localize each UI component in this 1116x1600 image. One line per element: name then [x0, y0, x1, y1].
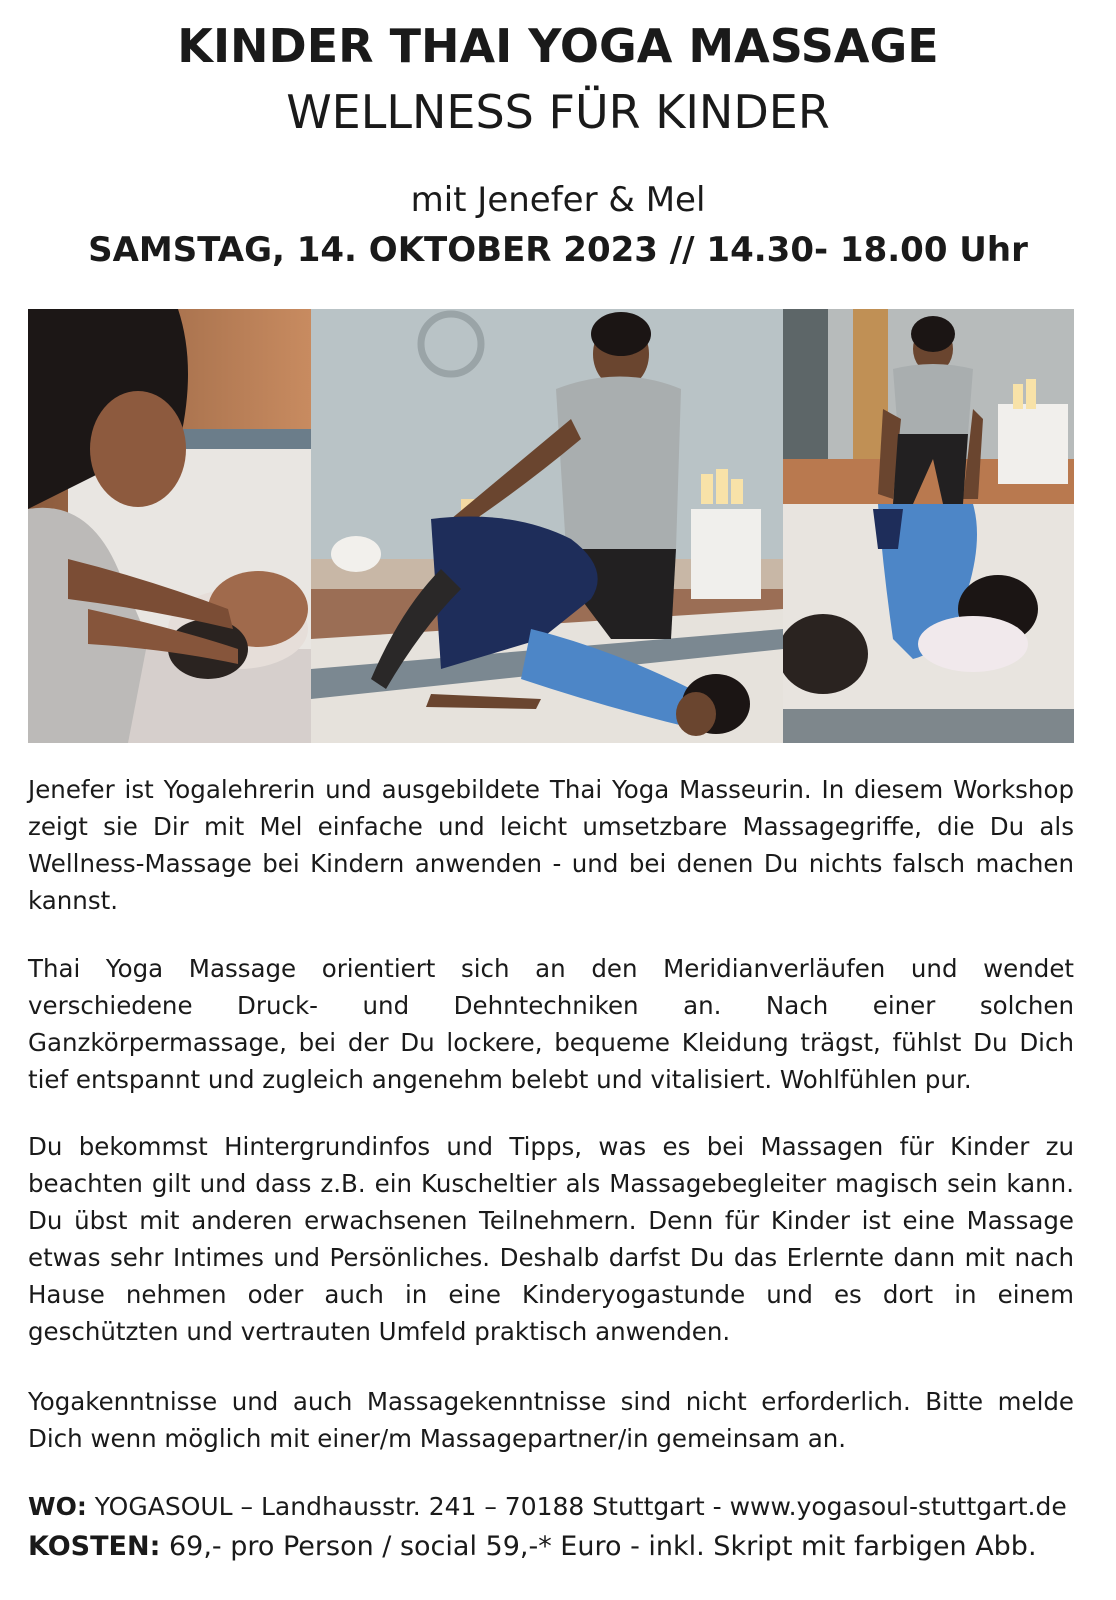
- photo-strip: [28, 309, 1074, 743]
- page-subtitle: WELLNESS FÜR KINDER: [286, 85, 830, 139]
- page-title: KINDER THAI YOGA MASSAGE: [177, 19, 939, 73]
- costs-line: [28, 1527, 1074, 1567]
- paragraph-content: Du bekommst Hintergrundinfos und Tipps, was es bei Massagen für Kinder zu beachten gilt und dass z.B. ein Kuscheltier als Massagebegleiter magisch sein kann. Du übst mit anderen erwachsenen Teilnehmern. Denn für Kinder ist eine Massage etwas sehr Intimes und Persönliches. Deshalb darfst Du das Erlernte dann mit nach Hause nehmen oder auch in eine Kinderyogastunde und es dort in einem geschützten und vertrauten Umfeld praktisch anwenden.: [28, 1132, 1074, 1346]
- costs-value: 69,- pro Person / social 59,-* Euro - inkl. Skript mit farbigen Abb.: [160, 1531, 1037, 1562]
- photo-face-massage: [28, 309, 311, 743]
- hosts-line: mit Jenefer & Mel: [410, 180, 706, 220]
- paragraph-intro: Jenefer ist Yogalehrerin und ausgebildete Thai Yoga Masseurin. In diesem Workshop zeigt sie Dir mit Mel einfache und leicht umsetzbare Massagegriffe, die Du als Wellness-Massage bei Kindern anwenden - und bei denen Du nichts falsch machen kannst.: [28, 775, 1074, 915]
- photo-back-massage: [783, 309, 1074, 743]
- location-label: WO:: [28, 1492, 87, 1521]
- location-value: YOGASOUL – Landhausstr. 241 – 70188 Stuttgart - www.yogasoul-stuttgart.de: [86, 1492, 1067, 1521]
- paragraph-requirements: Yogakenntnisse und auch Massagekenntnisse sind nicht erforderlich. Bitte melde Dich wenn möglich mit einer/m Massagepartner/in gemeinsam an.: [28, 1387, 1074, 1453]
- location-line: [28, 1487, 1074, 1527]
- event-date: SAMSTAG, 14. OKTOBER 2023 // 14.30- 18.00 Uhr: [88, 230, 1028, 270]
- paragraph-technique: Thai Yoga Massage orientiert sich an den Meridianverläufen und wendet verschiedene Druck- und Dehntechniken an. Nach einer solchen Ganzkörpermassage, bei der Du lockere, bequeme Kleidung trägst, fühlst Du Dich tief entspannt und zugleich angenehm belebt und vitalisiert. Wohlfühlen pur.: [28, 954, 1074, 1094]
- costs-label: KOSTEN:: [28, 1531, 161, 1562]
- photo-leg-stretch: [311, 309, 783, 743]
